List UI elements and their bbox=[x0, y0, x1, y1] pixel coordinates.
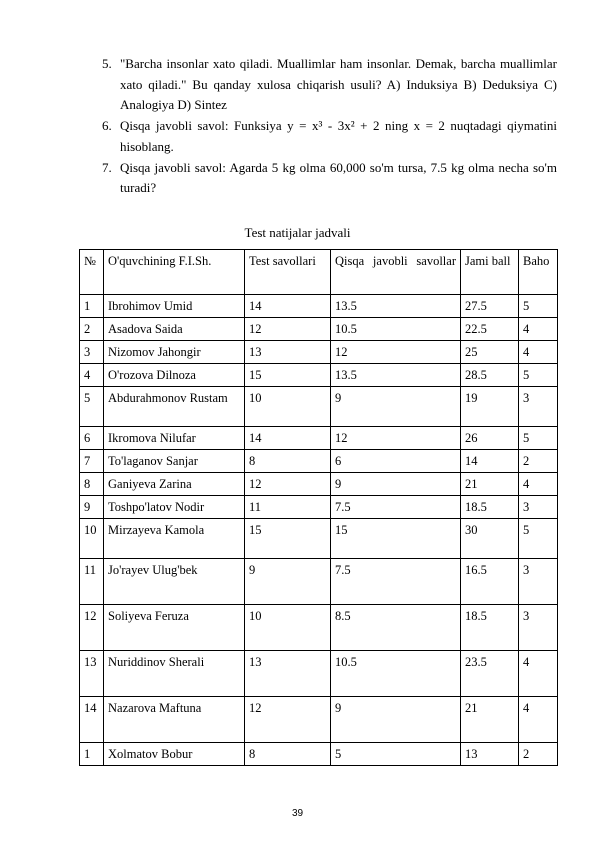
header-number: № bbox=[80, 250, 104, 295]
cell-short-answer: 8.5 bbox=[331, 605, 461, 651]
table-row bbox=[80, 295, 558, 318]
question-item bbox=[102, 116, 557, 157]
cell-short-answer: 9 bbox=[331, 697, 461, 743]
cell-short-answer: 9 bbox=[331, 387, 461, 427]
cell-total-score: 13 bbox=[461, 743, 519, 766]
cell-grade: 5 bbox=[519, 427, 558, 450]
cell-total-score: 23.5 bbox=[461, 651, 519, 697]
cell-number: 2 bbox=[80, 318, 104, 341]
cell-student-name: Toshpo'latov Nodir bbox=[104, 496, 245, 519]
cell-number: 14 bbox=[80, 697, 104, 743]
cell-grade: 5 bbox=[519, 364, 558, 387]
cell-student-name: Ganiyeva Zarina bbox=[104, 473, 245, 496]
cell-test-questions: 14 bbox=[245, 295, 331, 318]
header-student-name: O'quvchining F.I.Sh. bbox=[104, 250, 245, 295]
cell-number: 9 bbox=[80, 496, 104, 519]
header-short-answer: Qisqa javobli savollar bbox=[331, 250, 461, 295]
cell-test-questions: 15 bbox=[245, 519, 331, 559]
cell-grade: 3 bbox=[519, 605, 558, 651]
cell-short-answer: 6 bbox=[331, 450, 461, 473]
cell-grade: 3 bbox=[519, 387, 558, 427]
cell-total-score: 27.5 bbox=[461, 295, 519, 318]
cell-total-score: 21 bbox=[461, 473, 519, 496]
cell-total-score: 25 bbox=[461, 341, 519, 364]
cell-student-name: Ikromova Nilufar bbox=[104, 427, 245, 450]
cell-number: 10 bbox=[80, 519, 104, 559]
cell-short-answer: 13.5 bbox=[331, 295, 461, 318]
table-caption: Test natijalar jadvali bbox=[244, 225, 351, 240]
table-row bbox=[80, 605, 558, 651]
cell-number: 1 bbox=[80, 295, 104, 318]
table-row bbox=[80, 341, 558, 364]
table-row bbox=[80, 427, 558, 450]
cell-number: 1 bbox=[80, 743, 104, 766]
table-body bbox=[80, 295, 558, 766]
cell-total-score: 18.5 bbox=[461, 605, 519, 651]
cell-short-answer: 10.5 bbox=[331, 318, 461, 341]
cell-grade: 4 bbox=[519, 651, 558, 697]
cell-grade: 4 bbox=[519, 341, 558, 364]
cell-student-name: Ibrohimov Umid bbox=[104, 295, 245, 318]
table-header-row bbox=[80, 250, 558, 295]
cell-total-score: 28.5 bbox=[461, 364, 519, 387]
cell-test-questions: 13 bbox=[245, 341, 331, 364]
table-row bbox=[80, 364, 558, 387]
cell-test-questions: 11 bbox=[245, 496, 331, 519]
cell-student-name: Mirzayeva Kamola bbox=[104, 519, 245, 559]
table-row bbox=[80, 473, 558, 496]
cell-student-name: Nazarova Maftuna bbox=[104, 697, 245, 743]
cell-number: 12 bbox=[80, 605, 104, 651]
question-number: 5. bbox=[102, 56, 112, 71]
header-total-score: Jami ball bbox=[461, 250, 519, 295]
cell-total-score: 18.5 bbox=[461, 496, 519, 519]
header-grade: Baho bbox=[519, 250, 558, 295]
cell-test-questions: 10 bbox=[245, 605, 331, 651]
cell-short-answer: 5 bbox=[331, 743, 461, 766]
cell-number: 7 bbox=[80, 450, 104, 473]
table-row bbox=[80, 559, 558, 605]
cell-grade: 3 bbox=[519, 496, 558, 519]
cell-short-answer: 10.5 bbox=[331, 651, 461, 697]
cell-grade: 5 bbox=[519, 295, 558, 318]
cell-total-score: 26 bbox=[461, 427, 519, 450]
table-row bbox=[80, 450, 558, 473]
cell-student-name: Asadova Saida bbox=[104, 318, 245, 341]
cell-number: 11 bbox=[80, 559, 104, 605]
cell-test-questions: 13 bbox=[245, 651, 331, 697]
cell-total-score: 16.5 bbox=[461, 559, 519, 605]
cell-test-questions: 8 bbox=[245, 450, 331, 473]
table-row bbox=[80, 387, 558, 427]
cell-short-answer: 12 bbox=[331, 341, 461, 364]
cell-student-name: Jo'rayev Ulug'bek bbox=[104, 559, 245, 605]
cell-grade: 4 bbox=[519, 697, 558, 743]
cell-grade: 2 bbox=[519, 743, 558, 766]
cell-total-score: 22.5 bbox=[461, 318, 519, 341]
cell-grade: 5 bbox=[519, 519, 558, 559]
results-table bbox=[79, 249, 558, 766]
question-text: Qisqa javobli savol: Funksiya y = x³ - 3x² + 2 ning x = 2 nuqtadagi qiymatini hisoblang. bbox=[120, 118, 557, 154]
cell-grade: 3 bbox=[519, 559, 558, 605]
cell-student-name: To'laganov Sanjar bbox=[104, 450, 245, 473]
cell-test-questions: 9 bbox=[245, 559, 331, 605]
cell-student-name: Nuriddinov Sherali bbox=[104, 651, 245, 697]
question-list bbox=[102, 54, 557, 199]
table-row bbox=[80, 318, 558, 341]
question-item bbox=[102, 54, 557, 116]
page-number: 39 bbox=[291, 808, 304, 819]
table-row bbox=[80, 743, 558, 766]
question-number: 6. bbox=[102, 118, 112, 133]
cell-student-name: O'rozova Dilnoza bbox=[104, 364, 245, 387]
table-row bbox=[80, 496, 558, 519]
question-item bbox=[102, 158, 557, 199]
cell-student-name: Nizomov Jahongir bbox=[104, 341, 245, 364]
question-text: Qisqa javobli savol: Agarda 5 kg olma 60,000 so'm tursa, 7.5 kg olma necha so'm turadi? bbox=[120, 159, 557, 195]
table-row bbox=[80, 651, 558, 697]
table-row bbox=[80, 519, 558, 559]
cell-test-questions: 15 bbox=[245, 364, 331, 387]
cell-student-name: Xolmatov Bobur bbox=[104, 743, 245, 766]
cell-number: 3 bbox=[80, 341, 104, 364]
cell-number: 13 bbox=[80, 651, 104, 697]
cell-grade: 4 bbox=[519, 473, 558, 496]
cell-short-answer: 9 bbox=[331, 473, 461, 496]
cell-total-score: 19 bbox=[461, 387, 519, 427]
cell-test-questions: 10 bbox=[245, 387, 331, 427]
cell-grade: 2 bbox=[519, 450, 558, 473]
question-number: 7. bbox=[102, 159, 112, 175]
cell-total-score: 30 bbox=[461, 519, 519, 559]
cell-test-questions: 8 bbox=[245, 743, 331, 766]
question-text: "Barcha insonlar xato qiladi. Muallimlar ham insonlar. Demak, barcha muallimlar xato qiladi." Bu qanday xulosa chiqarish usuli? A) Induksiya B) Deduksiya C) Analogiya D) Sintez bbox=[120, 56, 557, 112]
cell-number: 5 bbox=[80, 387, 104, 427]
cell-short-answer: 12 bbox=[331, 427, 461, 450]
cell-short-answer: 15 bbox=[331, 519, 461, 559]
cell-student-name: Abdurahmonov Rustam bbox=[104, 387, 245, 427]
cell-student-name: Soliyeva Feruza bbox=[104, 605, 245, 651]
table-row bbox=[80, 697, 558, 743]
cell-short-answer: 13.5 bbox=[331, 364, 461, 387]
cell-number: 6 bbox=[80, 427, 104, 450]
cell-short-answer: 7.5 bbox=[331, 559, 461, 605]
cell-total-score: 21 bbox=[461, 697, 519, 743]
cell-short-answer: 7.5 bbox=[331, 496, 461, 519]
cell-number: 8 bbox=[80, 473, 104, 496]
cell-total-score: 14 bbox=[461, 450, 519, 473]
cell-test-questions: 12 bbox=[245, 473, 331, 496]
cell-grade: 4 bbox=[519, 318, 558, 341]
cell-test-questions: 12 bbox=[245, 318, 331, 341]
cell-test-questions: 12 bbox=[245, 697, 331, 743]
cell-test-questions: 14 bbox=[245, 427, 331, 450]
header-test-questions: Test savollari bbox=[245, 250, 331, 295]
cell-number: 4 bbox=[80, 364, 104, 387]
